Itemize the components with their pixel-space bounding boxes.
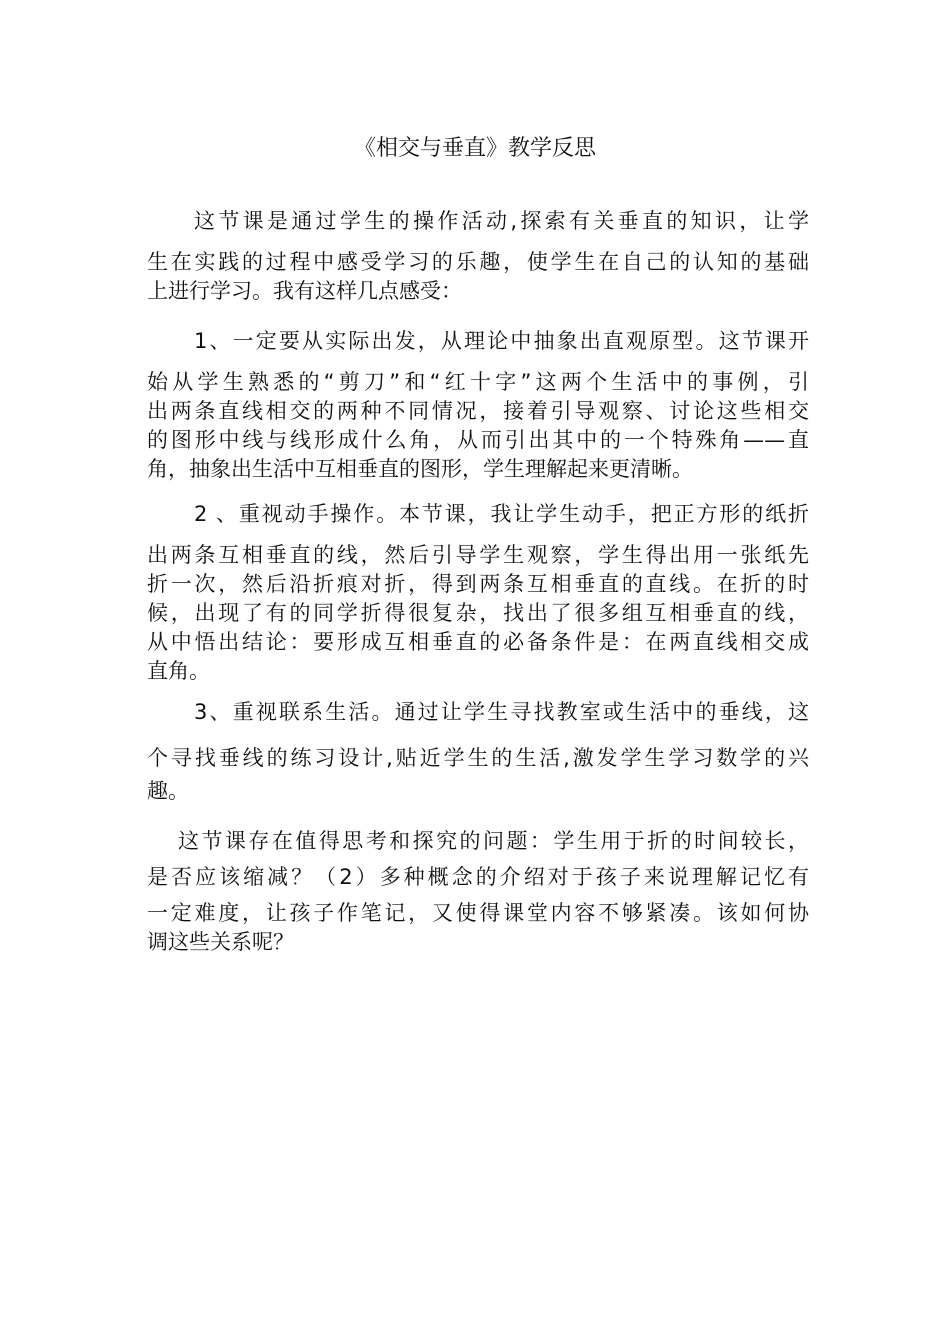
- paragraph-line: 1、一定要从实际出发，从理论中抽象出直观原型。这节课开: [194, 329, 809, 353]
- paragraph-point-1: [147, 327, 809, 484]
- paragraph-line: 趣。: [147, 779, 189, 803]
- paragraph-line: 角，抽象出生活中互相垂直的图形，学生理解起来更清晰。: [147, 457, 693, 481]
- paragraph-point-2: [147, 500, 809, 686]
- paragraph-line: 的图形中线与线形成什么角，从而引出其中的一个特殊角——直: [147, 428, 809, 452]
- paragraph-line: 始从学生熟悉的“剪刀”和“红十字”这两个生活中的事例，引: [147, 370, 809, 394]
- paragraph-line: 2 、重视动手操作。本节课，我让学生动手，把正方形的纸折: [194, 502, 809, 526]
- paragraph-line: 3、重视联系生活。通过让学生寻找教室或生活中的垂线，这: [194, 700, 809, 724]
- paragraph-point-3: [147, 698, 809, 806]
- paragraph-reflection: [147, 827, 809, 957]
- document-title: 《相交与垂直》教学反思: [353, 136, 596, 161]
- paragraph-line: 调这些关系呢？: [147, 930, 294, 954]
- paragraph-line: 生在实践的过程中感受学习的乐趣，使学生在自己的认知的基础: [147, 250, 809, 274]
- paragraph-line: 上进行学习。我有这样几点感受：: [147, 279, 462, 303]
- paragraph-line: 这节课是通过学生的操作活动,探索有关垂直的知识，让学: [194, 209, 809, 233]
- paragraph-line: 从中悟出结论：要形成互相垂直的必备条件是：在两直线相交成: [147, 630, 809, 654]
- paragraph-line: 直角。: [147, 659, 210, 683]
- paragraph-line: 出两条直线相交的两种不同情况，接着引导观察、讨论这些相交: [147, 399, 809, 423]
- paragraph-intro: [147, 207, 809, 306]
- paragraph-line: 出两条互相垂直的线，然后引导学生观察，学生得出用一张纸先: [147, 543, 809, 567]
- paragraph-line: 是否应该缩减？（2）多种概念的介绍对于孩子来说理解记忆有: [147, 865, 809, 889]
- paragraph-line: 个寻找垂线的练习设计,贴近学生的生活,激发学生学习数学的兴: [147, 746, 809, 770]
- paragraph-line: 这节课存在值得思考和探究的问题：学生用于折的时间较长，: [178, 829, 809, 853]
- paragraph-line: 一定难度，让孩子作笔记，又使得课堂内容不够紧凑。该如何协: [147, 901, 809, 925]
- paragraph-line: 折一次，然后沿折痕对折，得到两条互相垂直的直线。在折的时: [147, 572, 809, 596]
- paragraph-line: 候，出现了有的同学折得很复杂，找出了很多组互相垂直的线，: [147, 601, 809, 625]
